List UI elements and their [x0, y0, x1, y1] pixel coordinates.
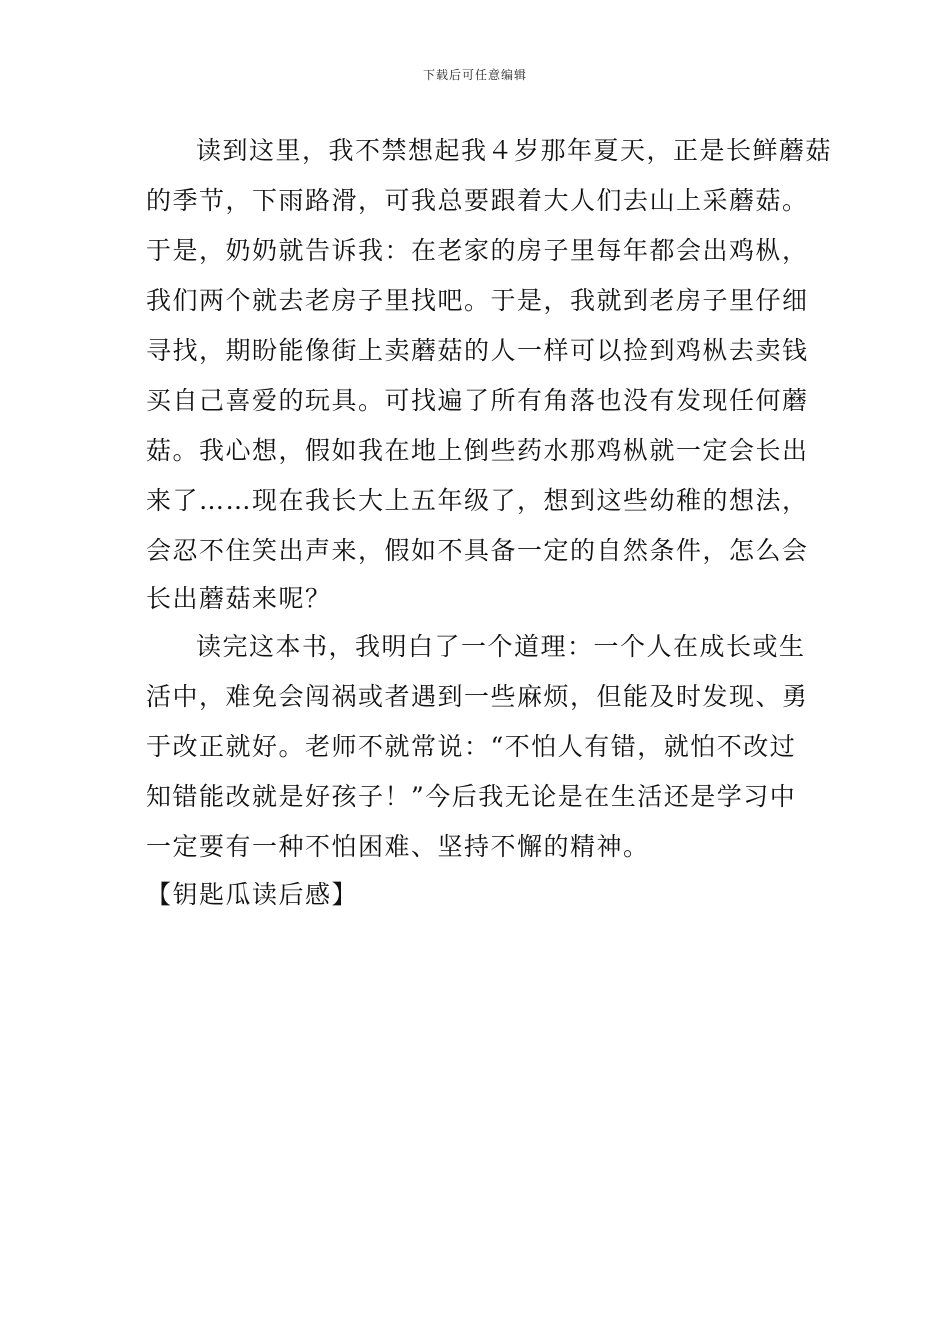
paragraph-1-line-5: 寻找，期盼能像街上卖蘑菇的人一样可以捡到鸡枞去卖钱 — [146, 336, 809, 365]
paragraph-2-line-4: 知错能改就是好孩子！”今后我无论是在生活还是学习中 — [146, 782, 797, 811]
paragraph-1-line-6: 买自己喜爱的玩具。可找遍了所有角落也没有发现任何蘑 — [146, 386, 809, 415]
paragraph-1-line-4: 我们两个就去老房子里找吧。于是，我就到老房子里仔细 — [146, 286, 809, 315]
paragraph-2-line-3: 于改正就好。老师不就常说：“不怕人有错，就怕不改过 — [146, 732, 797, 761]
paragraph-1-line-8: 来了……现在我长大上五年级了，想到这些幼稚的想法， — [146, 486, 809, 515]
paragraph-2-line-1: 读完这本书，我明白了一个道理：一个人在成长或生 — [196, 632, 806, 661]
paragraph-1-line-7: 菇。我心想，假如我在地上倒些药水那鸡枞就一定会长出 — [146, 436, 809, 465]
section-heading: 【钥匙瓜读后感】 — [146, 880, 359, 909]
paragraph-1-line-1: 读到这里，我不禁想起我４岁那年夏天，正是长鲜蘑菇 — [196, 136, 833, 165]
paragraph-1-line-3: 于是，奶奶就告诉我：在老家的房子里每年都会出鸡枞， — [146, 236, 809, 265]
paragraph-2-line-2: 活中，难免会闯祸或者遇到一些麻烦，但能及时发现、勇 — [146, 682, 809, 711]
paragraph-2-line-5: 一定要有一种不怕困难、坚持不懈的精神。 — [146, 832, 650, 861]
header-note: 下载后可任意编辑 — [422, 68, 527, 82]
paragraph-1-line-2: 的季节，下雨路滑，可我总要跟着大人们去山上采蘑菇。 — [146, 186, 809, 215]
paragraph-1-line-9: 会忍不住笑出声来，假如不具备一定的自然条件，怎么会 — [146, 536, 809, 565]
paragraph-1-line-10: 长出蘑菇来呢？ — [146, 584, 332, 613]
